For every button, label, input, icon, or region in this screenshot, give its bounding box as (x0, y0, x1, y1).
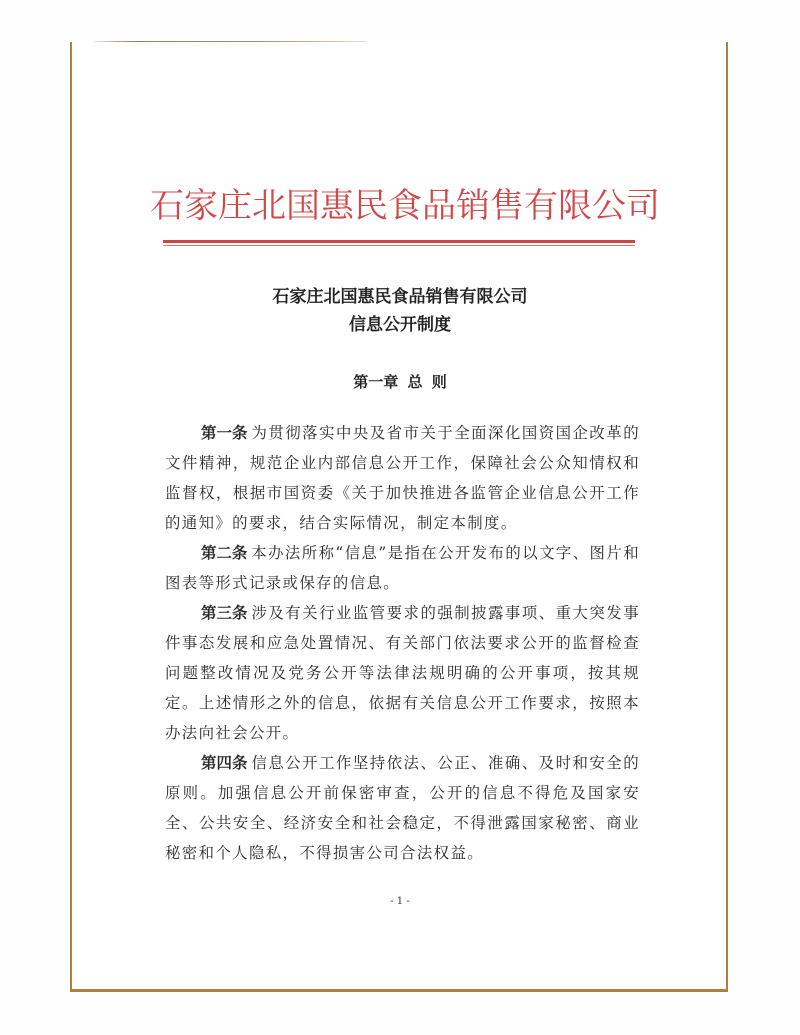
article-2 (165, 538, 640, 598)
chapter-heading: 第一章 总 则 (353, 373, 447, 391)
article-4-label: 第四条 (201, 754, 248, 772)
article-1-label: 第一条 (201, 424, 248, 442)
document-title-line-2: 信息公开制度 (349, 315, 451, 335)
article-3-label: 第三条 (201, 604, 248, 622)
article-1 (165, 418, 640, 538)
article-2-text: 本办法所称“信息”是指在公开发布的以文字、图片和图表等形式记录或保存的信息。 (165, 544, 640, 592)
article-2-label: 第二条 (201, 544, 248, 562)
article-4-text: 信息公开工作坚持依法、公正、准确、及时和安全的原则。加强信息公开前保密审查，公开的信息不得危及国家安全、公共安全、经济安全和社会稳定，不得泄露国家秘密、商业秘密和个人隐私，不得损害公司合法权益。 (165, 754, 640, 862)
article-4 (165, 748, 640, 868)
document-title-line-1: 石家庄北国惠民食品销售有限公司 (272, 287, 528, 307)
letterhead-rule-thin (163, 245, 635, 246)
letterhead-company-name: 石家庄北国惠民食品销售有限公司 (150, 186, 660, 226)
article-body (165, 418, 640, 868)
article-3 (165, 598, 640, 748)
letterhead-rule-thick (163, 240, 635, 243)
page-number: - 1 - (390, 896, 410, 907)
article-3-text: 涉及有关行业监管要求的强制披露事项、重大突发事件事态发展和应急处置情况、有关部门依法要求公开的监督检查问题整改情况及党务公开等法律法规明确的公开事项，按其规定。上述情形之外的信息，依据有关信息公开工作要求，按照本办法向社会公开。 (165, 604, 640, 742)
article-1-text: 为贯彻落实中央及省市关于全面深化国资国企改革的文件精神，规范企业内部信息公开工作，保障社会公众知情权和监督权，根据市国资委《关于加快推进各监管企业信息公开工作的通知》的要求，结合实际情况，制定本制度。 (165, 424, 640, 532)
